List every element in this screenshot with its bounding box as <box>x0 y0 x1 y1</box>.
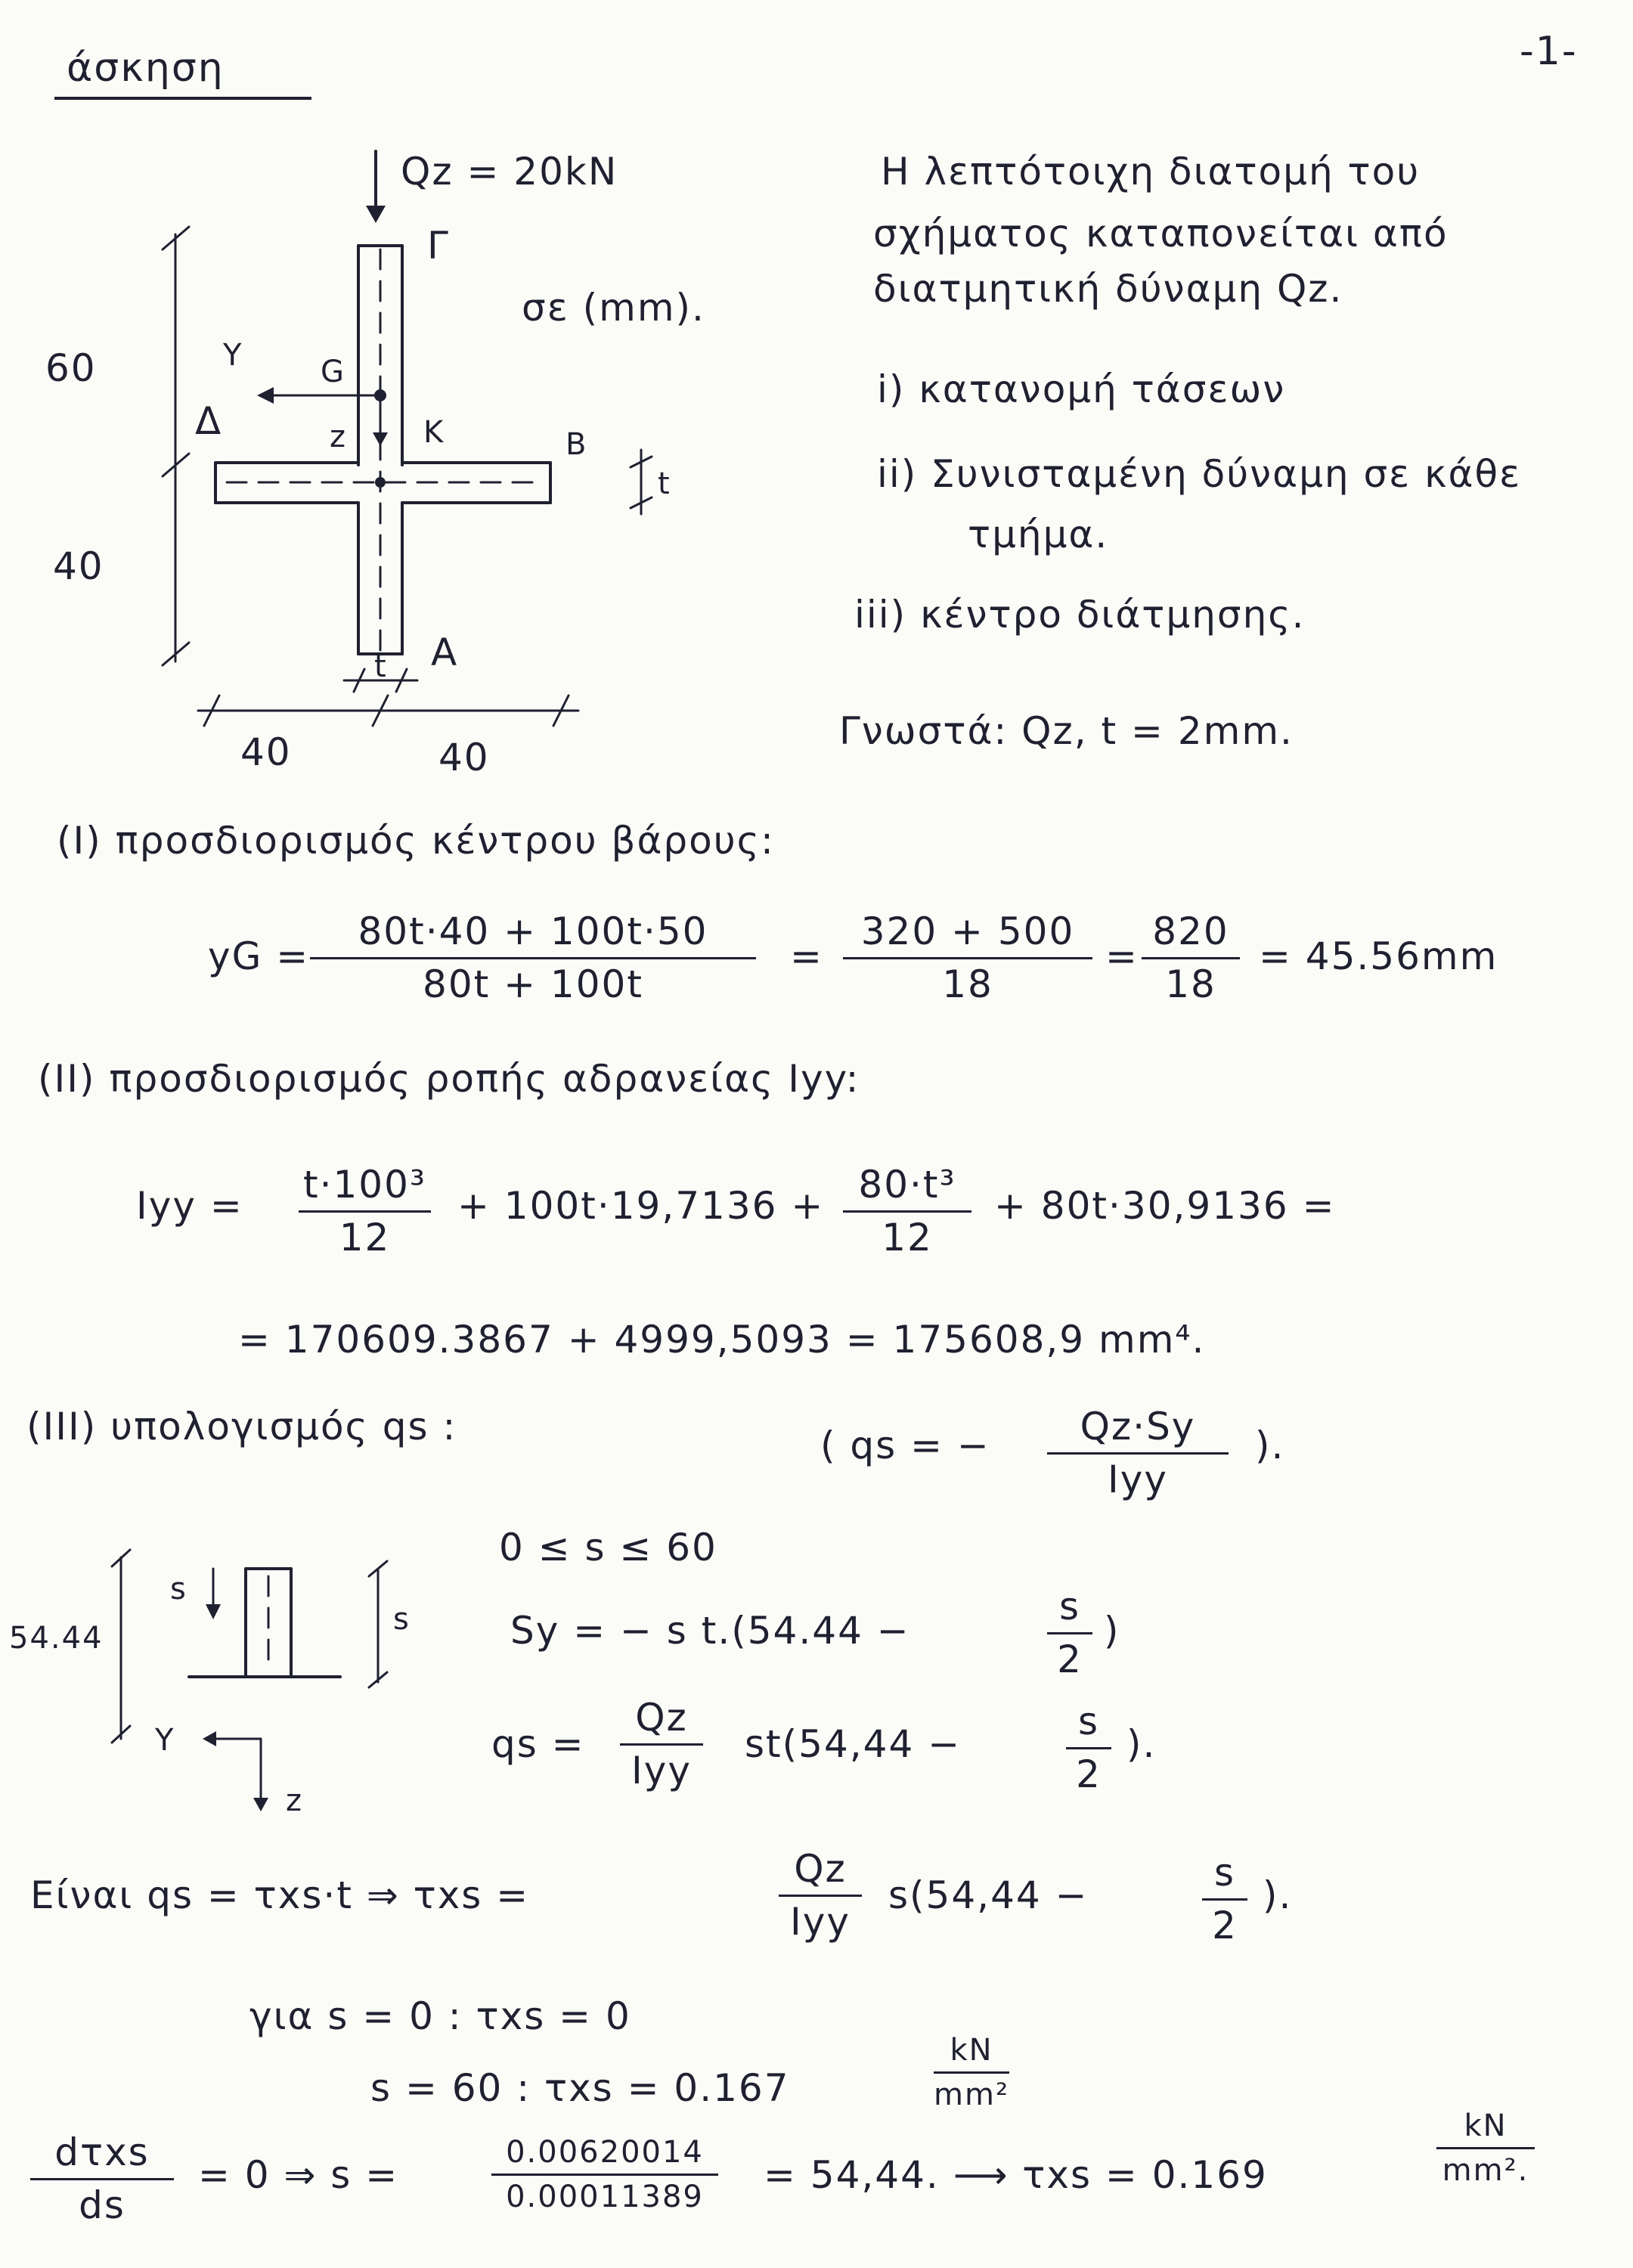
inertia-denominator-2: 12 <box>882 1216 933 1259</box>
qs-middle: st(54,44 − <box>745 1722 962 1766</box>
inertia-term-4: + 80t·30,9136 = <box>994 1184 1336 1228</box>
tau-inner-numerator: s <box>1202 1852 1247 1901</box>
unit-fraction-1 <box>934 2034 1009 2112</box>
derivative-result: = 54,44. ⟶ τxs = 0.169 <box>764 2153 1268 2197</box>
sketch-y-label: Y <box>155 1723 175 1758</box>
point-gamma: Γ <box>427 224 450 268</box>
static-moment-numerator: s <box>1047 1586 1092 1634</box>
inertia-numerator-2: 80·t³ <box>843 1164 971 1213</box>
section-I-heading: (I) προσδιορισμός κέντρου βάρους: <box>57 819 775 863</box>
dimension-60: 60 <box>45 346 97 390</box>
units-note: σε (mm). <box>522 286 705 330</box>
derivative-denominator: ds <box>79 2183 125 2227</box>
tau-denominator: Iyy <box>790 1900 851 1944</box>
shear-flow-formula-numerator: Qz·Sy <box>1047 1406 1229 1455</box>
problem-line-1: Η λεπτότοιχη διατομή του <box>881 150 1421 194</box>
page-heading: άσκηση <box>67 45 225 91</box>
sketch-y-axis-head <box>203 1731 216 1746</box>
load-label: Qz = 20kN <box>401 150 618 194</box>
static-moment-denominator: 2 <box>1057 1637 1083 1681</box>
point-A: A <box>431 631 459 674</box>
range-0-60: 0 ≤ s ≤ 60 <box>499 1526 717 1569</box>
s-value-numerator: 0.00620014 <box>491 2136 718 2176</box>
centroid-numerator-2: 320 + 500 <box>843 911 1092 959</box>
qs-numerator: Qz <box>620 1697 703 1746</box>
page-number: -1- <box>1520 29 1578 74</box>
problem-line-3: διατμητική δύναμη Qz. <box>873 267 1343 311</box>
inertia-numerator-1: t·100³ <box>299 1164 431 1213</box>
unit-numerator-2: kN <box>1436 2109 1535 2149</box>
dimension-40-right: 40 <box>438 736 490 779</box>
section-II-heading: (II) προσδιορισμός ροπής αδρανείας Iyy: <box>38 1057 860 1101</box>
qs-lhs: qs = <box>491 1722 585 1766</box>
inertia-result-line: = 170609.3867 + 4999,5093 = 175608,9 mm⁴. <box>238 1318 1206 1362</box>
centroid-denominator-3: 18 <box>1165 962 1216 1006</box>
tau-at-s0: για s = 0 : τxs = 0 <box>249 1994 631 2038</box>
unit-denominator-1: mm² <box>934 2077 1009 2112</box>
centroid-equals-2: = <box>1105 934 1139 978</box>
question-ii: ii) Συνισταμένη δύναμη σε κάθε <box>877 452 1522 496</box>
shear-flow-formula-denominator: Iyy <box>1108 1458 1168 1501</box>
inertia-denominator-1: 12 <box>339 1216 391 1259</box>
sketch-dim-54-44: 54.44 <box>9 1621 104 1656</box>
tau-middle: s(54,44 − <box>888 1873 1089 1917</box>
web-thickness-label: t <box>374 649 388 684</box>
question-iii: iii) κέντρο διάτμησης. <box>854 593 1306 637</box>
centroid-result: = 45.56mm <box>1259 934 1498 978</box>
point-delta: Δ <box>195 399 223 443</box>
sketch-s-label: s <box>170 1572 187 1606</box>
question-i: i) κατανομή τάσεων <box>877 367 1286 411</box>
s-value-denominator: 0.00011389 <box>506 2180 704 2214</box>
shear-flow-formula-lhs: ( qs = − <box>820 1424 990 1467</box>
point-G: G <box>321 355 346 389</box>
centroid-numerator-1: 80t·40 + 100t·50 <box>310 911 756 959</box>
tau-close: ). <box>1263 1873 1293 1917</box>
shear-flow-formula-rhs: ). <box>1255 1424 1285 1467</box>
qs-close: ). <box>1126 1722 1157 1766</box>
static-moment-expression: Sy = − s t.(54.44 − <box>510 1609 910 1653</box>
qs-denominator: Iyy <box>631 1749 692 1792</box>
tau-inner-denominator: 2 <box>1212 1904 1238 1947</box>
problem-line-2: σχήματος καταπονείται από <box>873 212 1449 256</box>
centroid-denominator-2: 18 <box>942 962 993 1006</box>
sketch-z-axis-head <box>253 1798 268 1811</box>
known-values: Γνωστά: Qz, t = 2mm. <box>839 709 1294 753</box>
tau-fraction <box>779 1848 862 1943</box>
unit-numerator-1: kN <box>934 2034 1009 2074</box>
static-moment-fraction <box>1047 1586 1092 1681</box>
qs-inner-denominator: 2 <box>1076 1752 1102 1796</box>
qs-inner-numerator: s <box>1066 1701 1111 1749</box>
qs-fraction <box>620 1697 703 1792</box>
qs-inner-fraction <box>1066 1701 1111 1796</box>
question-ii-continued: τμήμα. <box>968 513 1109 556</box>
static-moment-close: ) <box>1104 1609 1120 1653</box>
axis-z-label: z <box>330 420 347 454</box>
centroid-denominator-1: 80t + 100t <box>423 962 643 1006</box>
dimension-40-left: 40 <box>240 730 292 774</box>
sketch-s-arrow-head <box>206 1604 221 1619</box>
point-B: B <box>566 427 588 462</box>
flange-thickness-label: t <box>658 466 671 501</box>
tau-inner-fraction <box>1202 1852 1247 1947</box>
derivative-numerator: dτxs <box>30 2132 174 2180</box>
tau-numerator: Qz <box>779 1848 862 1897</box>
derivative-middle: = 0 ⇒ s = <box>198 2153 399 2197</box>
centroid-numerator-3: 820 <box>1142 911 1240 959</box>
inertia-lhs: Iyy = <box>136 1184 243 1228</box>
tau-at-s60: s = 60 : τxs = 0.167 <box>370 2066 790 2110</box>
sketch-z-label: z <box>286 1783 303 1818</box>
section-III-heading: (III) υπολογισμός qs : <box>26 1405 457 1448</box>
dimension-40-vertical: 40 <box>53 544 104 588</box>
s-value-fraction <box>491 2136 718 2214</box>
unit-fraction-2 <box>1436 2109 1535 2187</box>
inertia-term-2: + 100t·19,7136 + <box>457 1184 825 1228</box>
sketch-s-dim-label: s <box>393 1602 411 1637</box>
derivative-fraction <box>30 2132 174 2226</box>
axis-y-label: Y <box>223 338 243 373</box>
centroid-equals-1: = <box>790 934 823 978</box>
unit-denominator-2: mm². <box>1442 2153 1529 2188</box>
centroid-lhs: yG = <box>208 934 310 978</box>
point-K: K <box>423 415 445 450</box>
tau-relation: Είναι qs = τxs·t ⇒ τxs = <box>30 1873 530 1917</box>
